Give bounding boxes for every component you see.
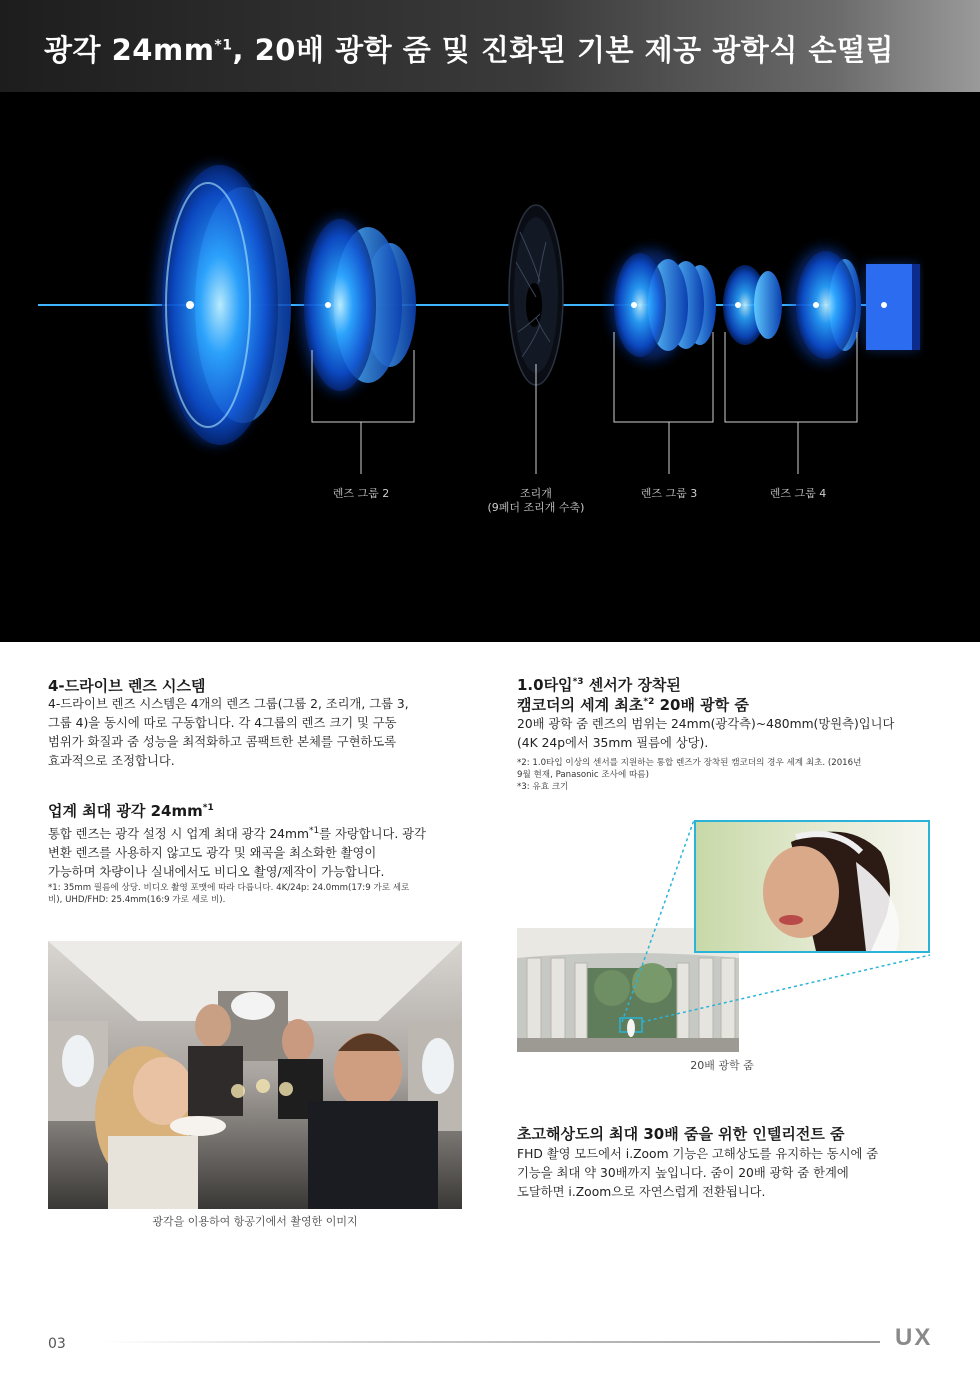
text-line: 변환 렌즈를 사용하지 않고도 광각 및 왜곡을 최소화한 촬영이 — [48, 846, 377, 861]
ux-logo: UX — [895, 1324, 933, 1351]
page-number: 03 — [48, 1336, 66, 1352]
airplane-photo-caption: 광각을 이용하여 항공기에서 촬영한 이미지 — [152, 1215, 358, 1228]
section-title-4drive: 4-드라이브 렌즈 시스템 — [48, 677, 206, 695]
section-body-izoom — [517, 1145, 947, 1202]
bride-zoom-photo — [694, 820, 930, 953]
footnote-2-3: *2: 1.0타입 이상의 센서를 지원하는 통합 렌즈가 장착된 캠코더의 경우 세계 최초. (2016년 9월 현재, Panasonic 조사에 따름) *3: 유효 크기 — [517, 758, 862, 792]
lens-group-2 — [300, 217, 416, 393]
section-title-wide: 업계 최대 광각 $24mm^{*1}$ — [48, 802, 214, 820]
section-body-4drive — [48, 695, 468, 771]
label-lens-group-2: 렌즈 그룹 2 — [332, 487, 390, 500]
section-body-sensor — [517, 715, 937, 753]
section-body-wide — [48, 822, 478, 882]
lens-diagram-graphic — [0, 92, 980, 642]
text-line: (4K 24p에서 35mm 필름에 상당). — [517, 736, 709, 750]
text-line: 효과적으로 조정합니다. — [48, 754, 175, 768]
text-line: 4-드라이브 렌즈 시스템은 4개의 렌즈 그룹(그룹 2, 조리개, 그룹 3, — [48, 697, 409, 711]
zoom-photo-caption: 20배 광학 줌 — [690, 1059, 754, 1072]
label-aperture: 조리개 — [520, 487, 552, 500]
label-lens-group-3: 렌즈 그룹 3 — [640, 487, 698, 500]
text-line: 도달하면 i.Zoom으로 자연스럽게 전환됩니다. — [517, 1185, 766, 1199]
section-title-sensor-line1: 1.0타입$^{*3}$ 센서가 장착된 — [517, 676, 681, 694]
text-line: 그룹 4)을 동시에 따로 구동합니다. 각 4그룹의 렌즈 크기 및 구동 — [48, 716, 397, 730]
section-title-sensor-line2: 캠코더의 세계 최초$^{*2}$ 20배 광학 줌 — [517, 696, 749, 714]
text-line: 통합 렌즈는 광각 설정 시 업계 최대 광각 $24mm^{*1}$를 자랑합니다. 광각 — [48, 826, 426, 842]
text-line: 20배 광학 줌 렌즈의 범위는 24mm(광각측)~480mm(망원측)입니다 — [517, 717, 895, 731]
text-line: FHD 촬영 모드에서 i.Zoom 기능은 고해상도를 유지하는 동시에 줌 — [517, 1147, 879, 1161]
label-aperture-sub: (9페더 조리개 수축) — [487, 501, 585, 514]
section-title-izoom: 초고해상도의 최대 30배 줌을 위한 인텔리전트 줌 — [517, 1125, 845, 1143]
lens-group-1 — [155, 165, 291, 445]
text-line: 가능하며 차량이나 실내에서도 비디오 촬영/제작이 가능합니다. — [48, 865, 385, 880]
lens-group-3 — [610, 249, 782, 361]
lens-diagram — [0, 92, 980, 642]
lens-group-4 — [789, 247, 861, 363]
aperture-blades — [509, 205, 563, 385]
header-banner — [0, 0, 980, 92]
page-title: 광각 $24mm^{*1}$, 20배 광학 줌 및 진화된 기본 제공 광학식 손떨림 — [44, 33, 894, 67]
footnote-1: *1: 35mm 필름에 상당. 비디오 촬영 포맷에 따라 다릅니다. 4K/24p: 24.0mm(17:9 가로 세로 비), UHD/FHD: 25.4mm(16:9 가로 세로 비). — [48, 883, 410, 905]
label-lens-group-4: 렌즈 그룹 4 — [769, 487, 827, 500]
image-sensor — [866, 264, 920, 350]
text-line: 범위가 화질과 줌 성능을 최적화하고 콤팩트한 본체를 구현하도록 — [48, 735, 397, 749]
airplane-cabin-photo — [48, 941, 462, 1209]
footer-divider — [100, 1341, 880, 1343]
text-line: 기능을 최대 약 30배까지 높입니다. 줌이 20배 광학 줌 한계에 — [517, 1166, 849, 1180]
